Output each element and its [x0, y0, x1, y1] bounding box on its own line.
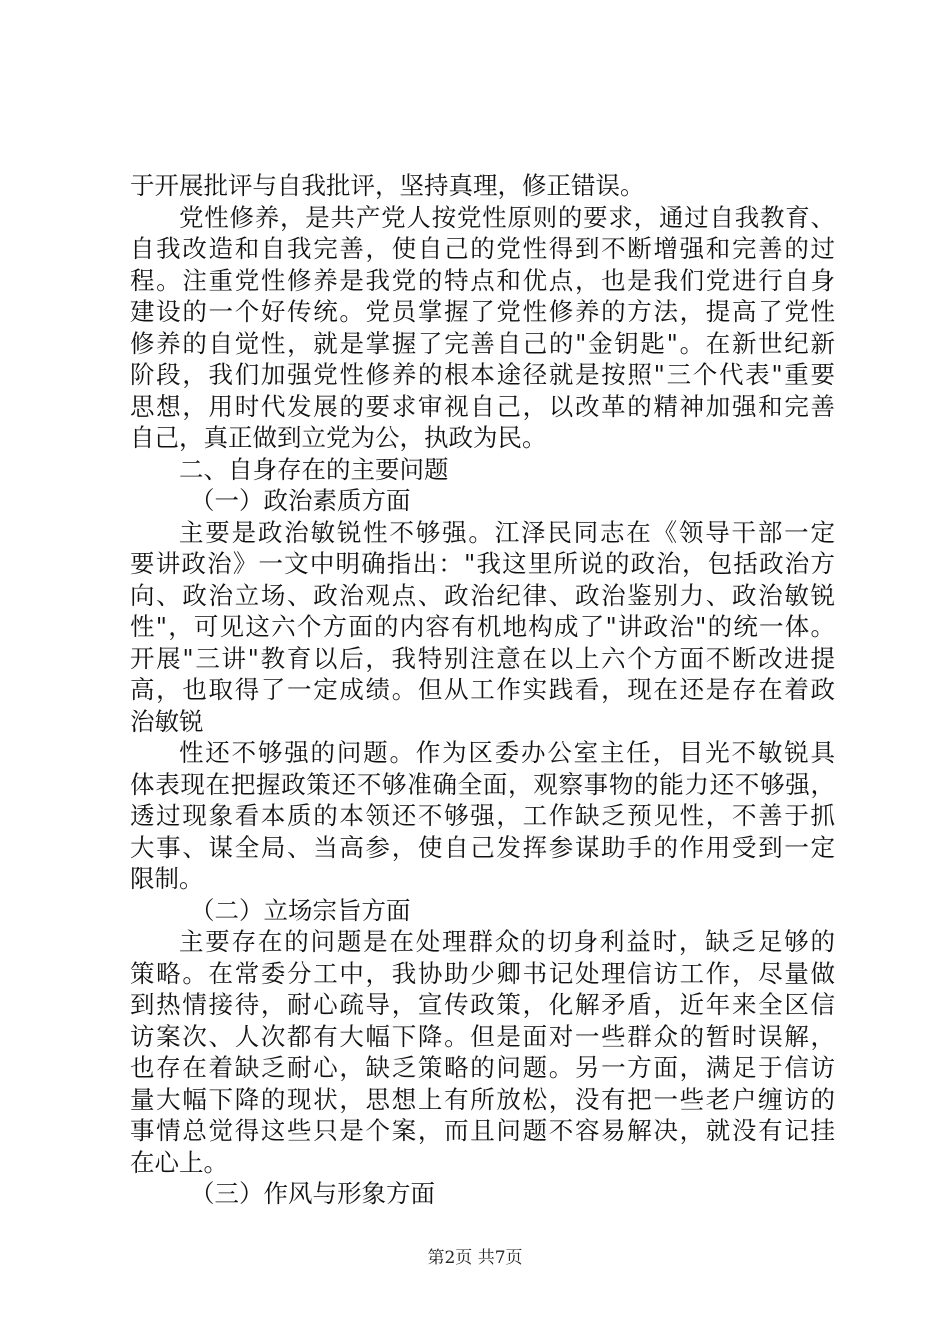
- text-line: 性还不够强的问题。作为区委办公室主任，目光不敏锐具: [179, 738, 835, 767]
- text-line: 体表现在把握政策还不够准确全面，观察事物的能力还不够强，: [130, 769, 835, 799]
- document-body: [130, 170, 835, 1210]
- text-line: 修养的自觉性，就是掌握了完善自己的"金钥匙"。在新世纪新: [130, 328, 835, 358]
- text-line: 治敏锐: [130, 706, 204, 736]
- text-line: 自我改造和自我完善，使自己的党性得到不断增强和完善的过: [130, 234, 835, 263]
- text-line: 策略。在常委分工中，我协助少卿书记处理信访工作，尽量做: [130, 958, 835, 988]
- text-line: 到热情接待，耐心疏导，宣传政策，化解矛盾，近年来全区信: [130, 990, 835, 1019]
- text-line: 开展"三讲"教育以后，我特别注意在以上六个方面不断改进提: [130, 643, 835, 673]
- text-line: 限制。: [130, 864, 204, 893]
- text-line: 向、政治立场、政治观点、政治纪律、政治鉴别力、政治敏锐: [130, 580, 835, 610]
- text-line: 大事、谋全局、当高参，使自己发挥参谋助手的作用受到一定: [130, 832, 835, 862]
- text-line: 主要存在的问题是在处理群众的切身利益时，缺乏足够的: [179, 927, 835, 956]
- section-heading: 二、自身存在的主要问题: [179, 454, 449, 484]
- text-line: 高，也取得了一定成绩。但从工作实践看，现在还是存在着政: [130, 675, 835, 704]
- page-footer: 第2页 共7页: [427, 1248, 523, 1268]
- text-line: 建设的一个好传统。党员掌握了党性修养的方法，提高了党性: [130, 297, 835, 326]
- text-line: 主要是政治敏锐性不够强。江泽民同志在《领导干部一定: [179, 517, 835, 547]
- text-line: 在心上。: [130, 1147, 228, 1177]
- text-line: 也存在着缺乏耐心，缺乏策略的问题。另一方面，满足于信访: [130, 1053, 835, 1082]
- text-line: 透过现象看本质的本领还不够强，工作缺乏预见性，不善于抓: [130, 801, 835, 830]
- text-line: 量大幅下降的现状，思想上有所放松，没有把一些老户缠访的: [130, 1084, 835, 1114]
- subsection-heading: （二）立场宗旨方面: [190, 895, 411, 925]
- text-line: 程。注重党性修养是我党的特点和优点，也是我们党进行自身: [130, 265, 835, 295]
- text-line: 事情总觉得这些只是个案，而且问题不容易解决，就没有记挂: [130, 1116, 835, 1145]
- text-line: 于开展批评与自我批评，坚持真理，修正错误。: [130, 171, 645, 200]
- text-line: 阶段，我们加强党性修养的根本途径就是按照"三个代表"重要: [130, 360, 835, 389]
- text-line: 自己，真正做到立党为公，执政为民。: [130, 423, 547, 452]
- text-line: 访案次、人次都有大幅下降。但是面对一些群众的暂时误解，: [130, 1021, 835, 1051]
- subsection-heading: （三）作风与形象方面: [190, 1179, 435, 1208]
- text-line: 思想，用时代发展的要求审视自己，以改革的精神加强和完善: [130, 391, 835, 421]
- text-line: 要讲政治》一文中明确指出："我这里所说的政治，包括政治方: [130, 549, 835, 578]
- subsection-heading: （一）政治素质方面: [190, 486, 411, 515]
- text-line: 性"，可见这六个方面的内容有机地构成了"讲政治"的统一体。: [130, 612, 835, 641]
- text-line: 党性修养，是共产党人按党性原则的要求，通过自我教育、: [179, 202, 835, 232]
